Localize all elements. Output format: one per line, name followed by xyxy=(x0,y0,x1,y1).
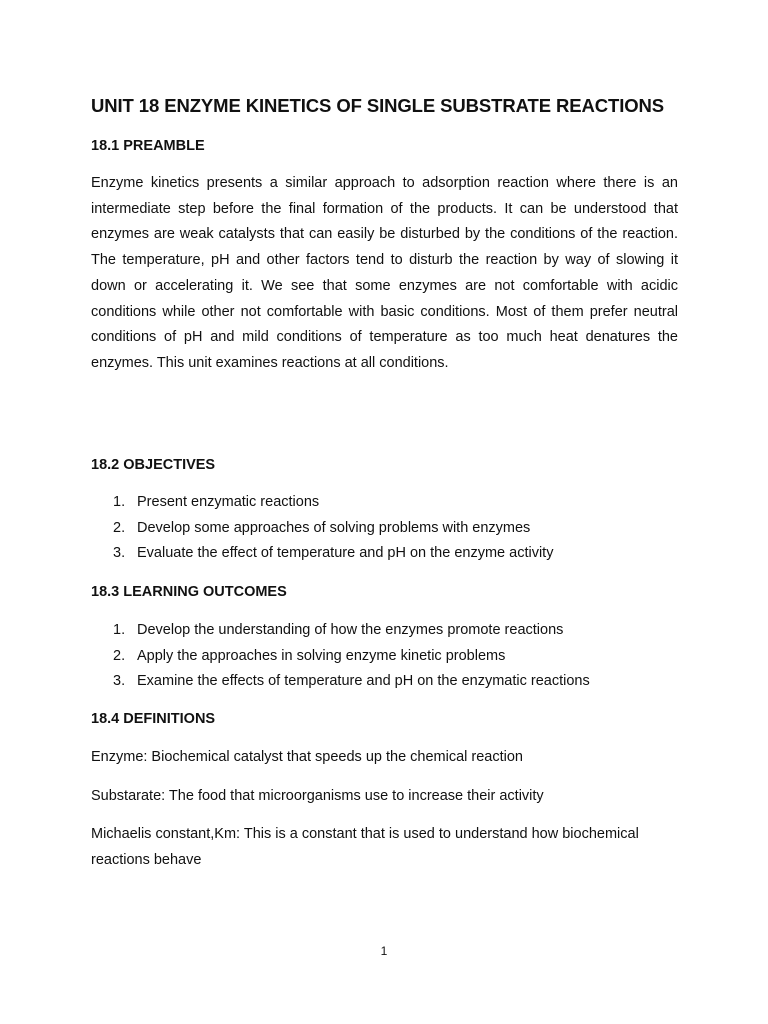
list-item-number: 2. xyxy=(113,519,126,536)
objectives-list xyxy=(113,494,553,571)
list-item-text: Present enzymatic reactions xyxy=(137,494,320,510)
list-item-text: Develop the understanding of how the enzymes promote reactions xyxy=(137,622,564,638)
list-item xyxy=(113,520,553,546)
list-item-number: 1. xyxy=(113,494,126,510)
list-item xyxy=(113,622,590,648)
definition-enzyme: Enzyme: Biochemical catalyst that speeds up the chemical reaction xyxy=(91,749,523,765)
list-item xyxy=(113,648,590,674)
section-heading-preamble: 18.1 PREAMBLE xyxy=(91,138,205,154)
list-item-number: 3. xyxy=(113,673,126,689)
list-item-text: Develop some approaches of solving problems with enzymes xyxy=(137,519,531,536)
section-heading-definitions: 18.4 DEFINITIONS xyxy=(91,711,216,727)
definition-substrate: Substarate: The food that microorganisms use to increase their activity xyxy=(91,788,544,804)
section-heading-learning-outcomes: 18.3 LEARNING OUTCOMES xyxy=(91,584,287,600)
list-item xyxy=(113,494,553,520)
page-number: 1 xyxy=(380,944,388,958)
list-item-text: Apply the approaches in solving enzyme kinetic problems xyxy=(137,647,506,664)
list-item-number: 1. xyxy=(113,622,126,638)
list-item-text: Evaluate the effect of temperature and pH on the enzyme activity xyxy=(137,545,554,561)
list-item-text: Examine the effects of temperature and pH on the enzymatic reactions xyxy=(137,673,590,689)
list-item-number: 2. xyxy=(113,647,126,664)
section-heading-objectives: 18.2 OBJECTIVES xyxy=(91,457,216,473)
page-title: UNIT 18 ENZYME KINETICS OF SINGLE SUBSTRATE REACTIONS xyxy=(91,95,665,116)
definition-michaelis-constant: Michaelis constant,Km: This is a constant that is used to understand how biochemical reactions behave xyxy=(91,826,639,868)
preamble-paragraph: Enzyme kinetics presents a similar approach to adsorption reaction where there is an intermediate step before the final formation of the products. It can be understood that enzymes are weak catalysts that can easily be disturbed by the conditions of the reaction. The temperature, pH and other factors tend to disturb the reaction by way of slowing it down or accelerating it. We see that some enzymes are not comfortable with acidic conditions while other not comfortable with basic conditions. Most of them prefer neutral conditions of pH and mild conditions of temperature as too much heat denatures the enzymes. This unit examines reactions at all conditions. xyxy=(91,175,678,371)
list-item xyxy=(113,673,590,699)
list-item xyxy=(113,545,553,571)
learning-outcomes-list xyxy=(113,622,590,699)
list-item-number: 3. xyxy=(113,545,126,561)
